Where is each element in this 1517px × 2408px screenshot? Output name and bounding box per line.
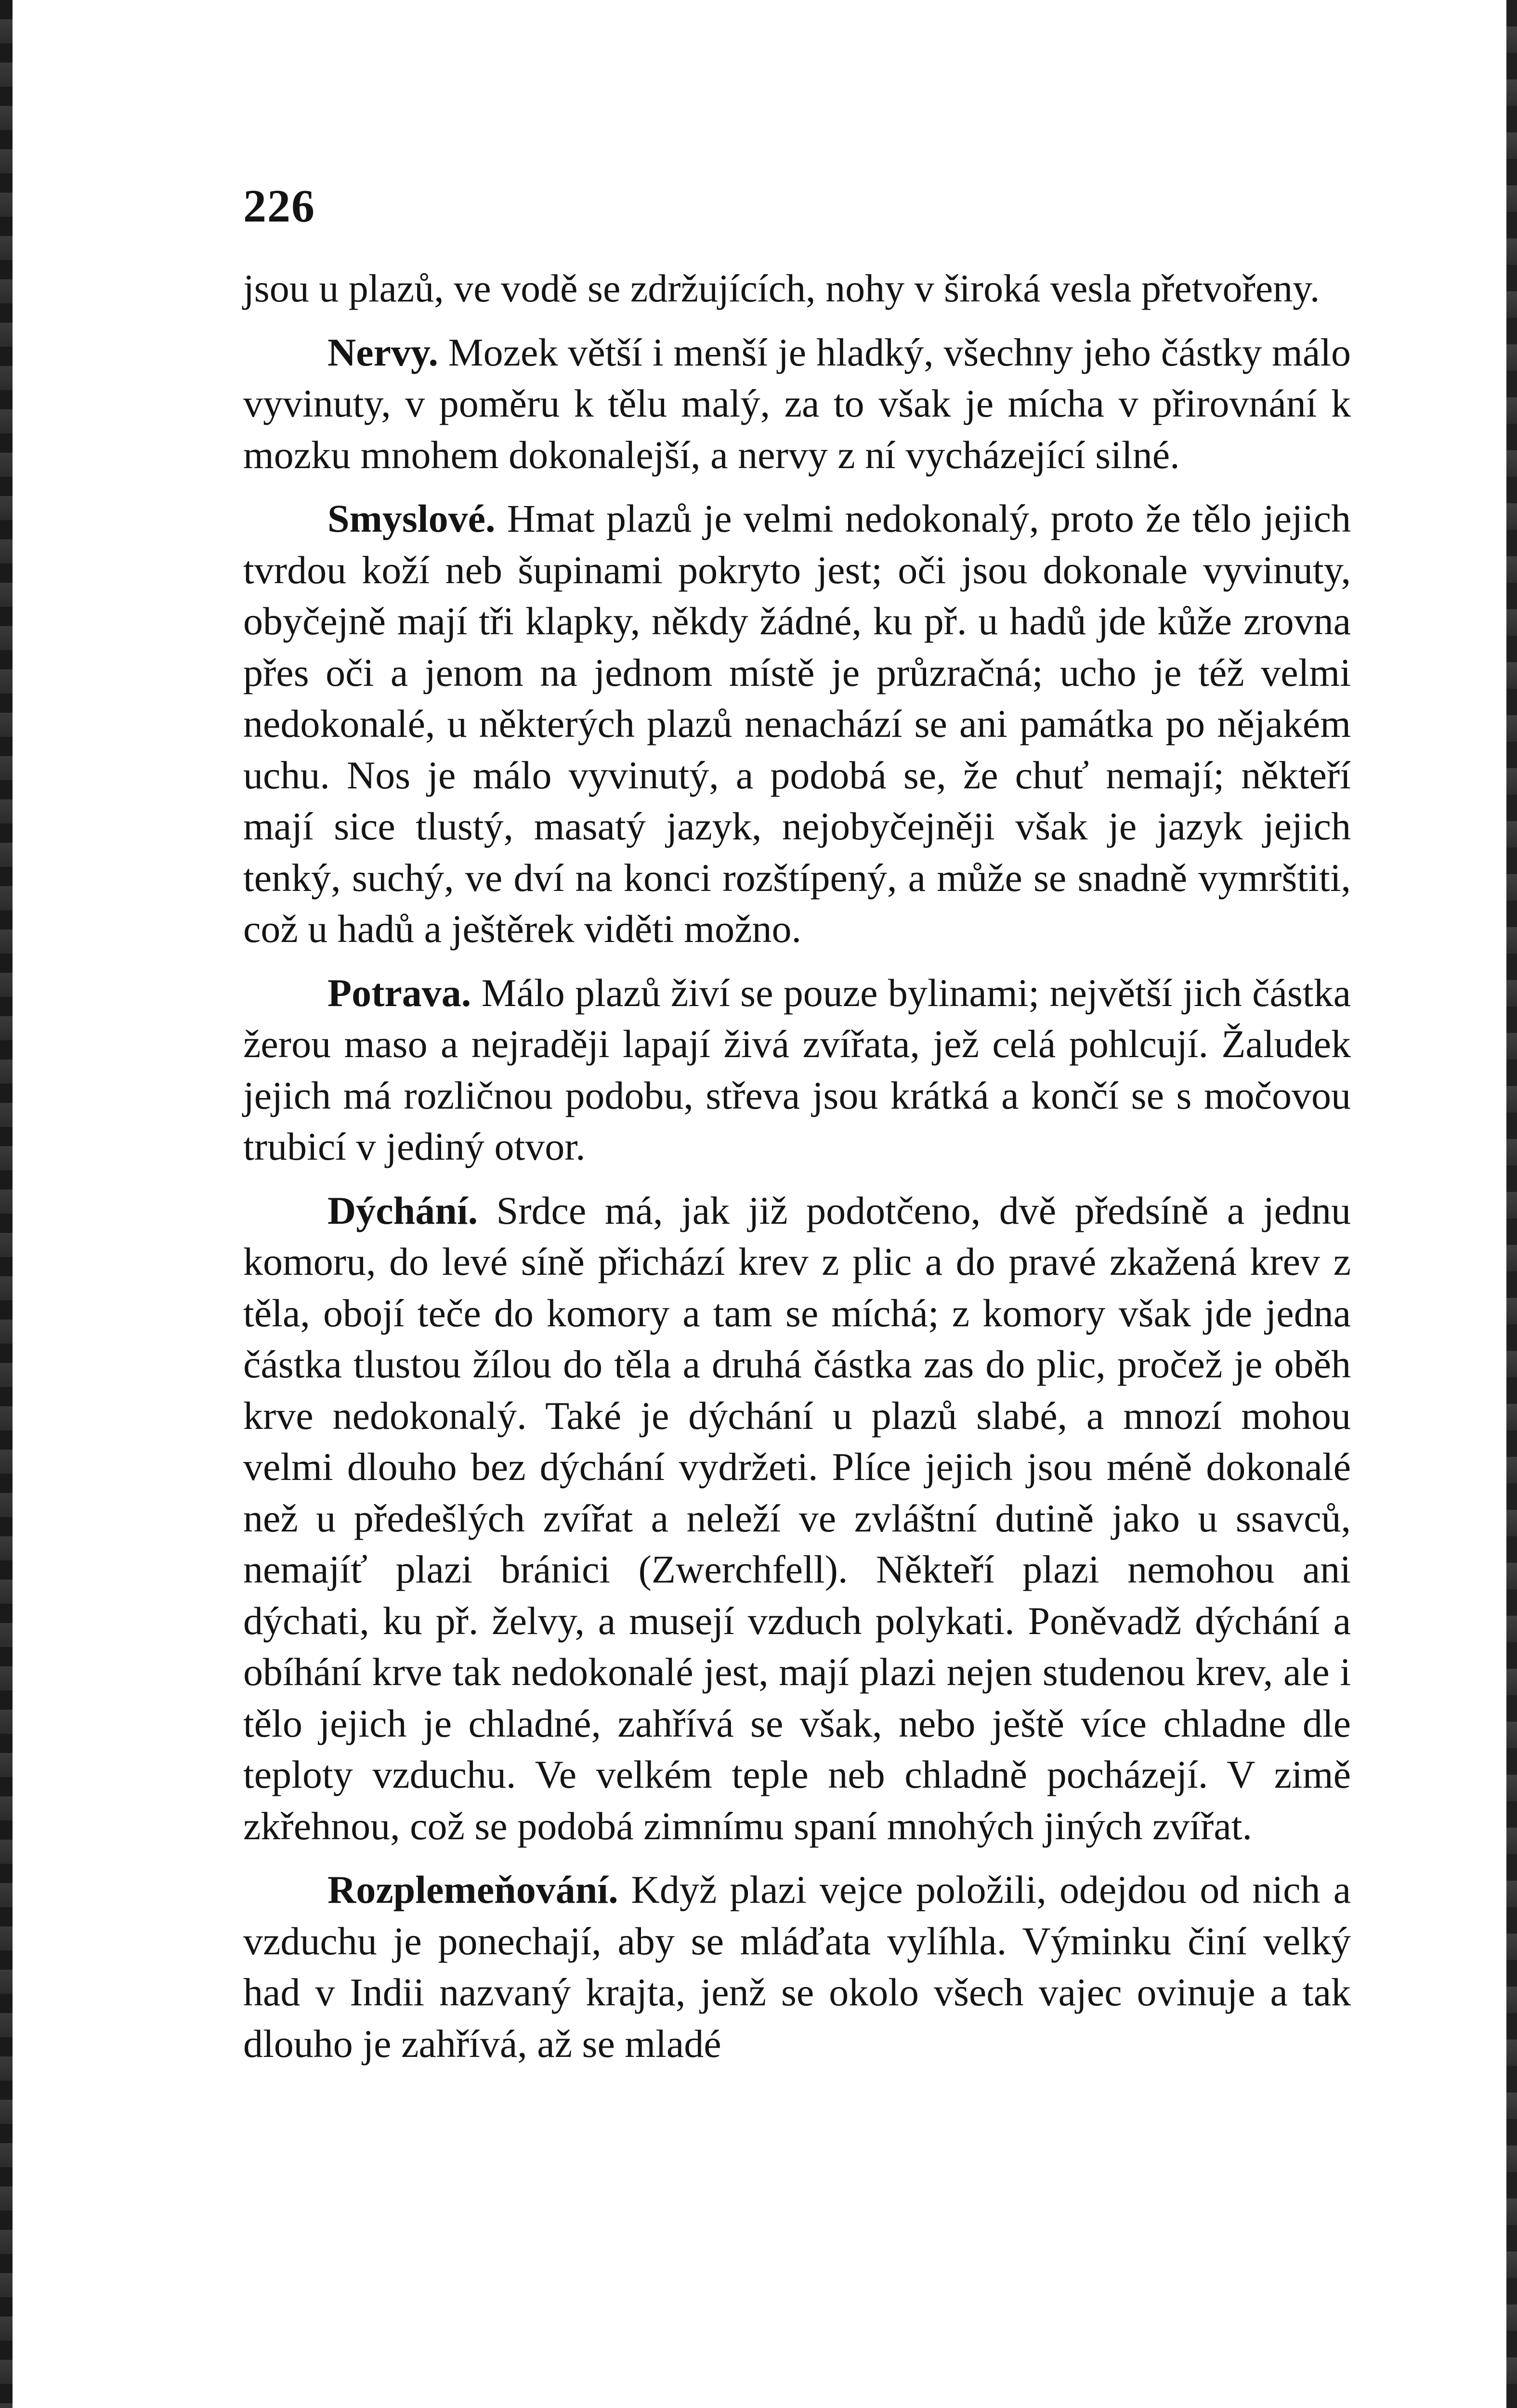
paragraph-intro-continuation (243, 263, 1351, 314)
paragraph-text: Hmat plazů je velmi nedokonalý, proto že tělo jejich tvrdou koží neb šupinami pokryto jest; oči jsou dokonale vyvinuty, obyčejně mají tři klapky, někdy žádné, ku př. u hadů jde kůže zrovna přes oči a jenom na jednom místě je průzračná; ucho je též velmi nedokonalé, u některých plazů nenachází se ani památka po nějakém uchu. Nos je málo vyvinutý, a podobá se, že chuť nemají; někteří mají sice tlustý, masatý jazyk, nejobyčejněji však je jazyk jejich tenký, suchý, ve dví na konci rozštípený, a může se snadně vymrštiti, což u hadů a ještěrek viděti možno. (243, 497, 1351, 951)
paragraph-dychani (243, 1185, 1351, 1852)
scan-edge-right (1506, 0, 1517, 2408)
section-heading-rozplemenovani: Rozplemeňování. (327, 1868, 618, 1911)
section-heading-potrava: Potrava. (327, 970, 471, 1015)
paragraph-rozplemenovani (243, 1864, 1351, 2069)
paragraph-nervy (243, 327, 1351, 481)
paragraph-text: Srdce má, jak již podotčeno, dvě předsíně a jednu komoru, do levé síně přichází krev z plic a do pravé zkažená krev z těla, obojí teče do komory a tam se míchá; z komory však jde jedna částka tlustou žílou do těla a druhá částka zas do plic, pročež je oběh krve nedokonalý. Také je dýchání u plazů slabé, a mnozí mohou velmi dlouho bez dýchání vydržeti. Plíce jejich jsou méně dokonalé než u předešlých zvířat a neleží ve zvláštní dutině jako u ssavců, nemajíť plazi bránici (Zwerchfell). Někteří plazi nemohou ani dýchati, ku př. želvy, a musejí vzduch polykati. Poněvadž dýchání a obíhání krve tak nedokonalé jest, mají plazi nejen studenou krev, ale i tělo jejich je chladné, zahřívá se však, nebo ještě více chladne dle teploty vzduchu. Ve velkém teple neb chladně pocházejí. V zimě zkřehnou, což se podobá zimnímu spaní mnohých jiných zvířat. (243, 1188, 1351, 1848)
book-page (243, 180, 1351, 2082)
paragraph-potrava (243, 968, 1351, 1173)
paragraph-text: Když plazi vejce položili, odejdou od nich a vzduchu je ponechají, aby se mláďata vylíhla. Výminku činí velký had v Indii nazvaný krajta, jenž se okolo všech vajec ovinuje a tak dlouho je zahřívá, až se mladé (243, 1868, 1351, 2066)
scan-edge-left (0, 0, 13, 2408)
section-heading-smyslove: Smyslové. (327, 497, 496, 540)
section-heading-dychani: Dýchání. (327, 1188, 478, 1232)
paragraph-text: Mozek větší i menší je hladký, všechny jeho částky málo vyvinuty, v poměru k tělu malý, za to však je mícha v přirovnání k mozku mnohem dokonalejší, a nervy z ní vycházející silné. (243, 330, 1351, 477)
section-heading-nervy: Nervy. (327, 330, 438, 374)
paragraph-text: jsou u plazů, ve vodě se zdržujících, nohy v široká vesla přetvořeny. (243, 266, 1320, 310)
paragraph-text: Málo plazů živí se pouze bylinami; největší jich částka žerou maso a nejraději lapají živá zvířata, jež celá pohlcují. Žaludek jejich má rozličnou podobu, střeva jsou krátká a končí se s močovou trubicí v jediný otvor. (243, 970, 1351, 1168)
page-number: 226 (243, 180, 315, 232)
paragraph-smyslove (243, 493, 1351, 955)
